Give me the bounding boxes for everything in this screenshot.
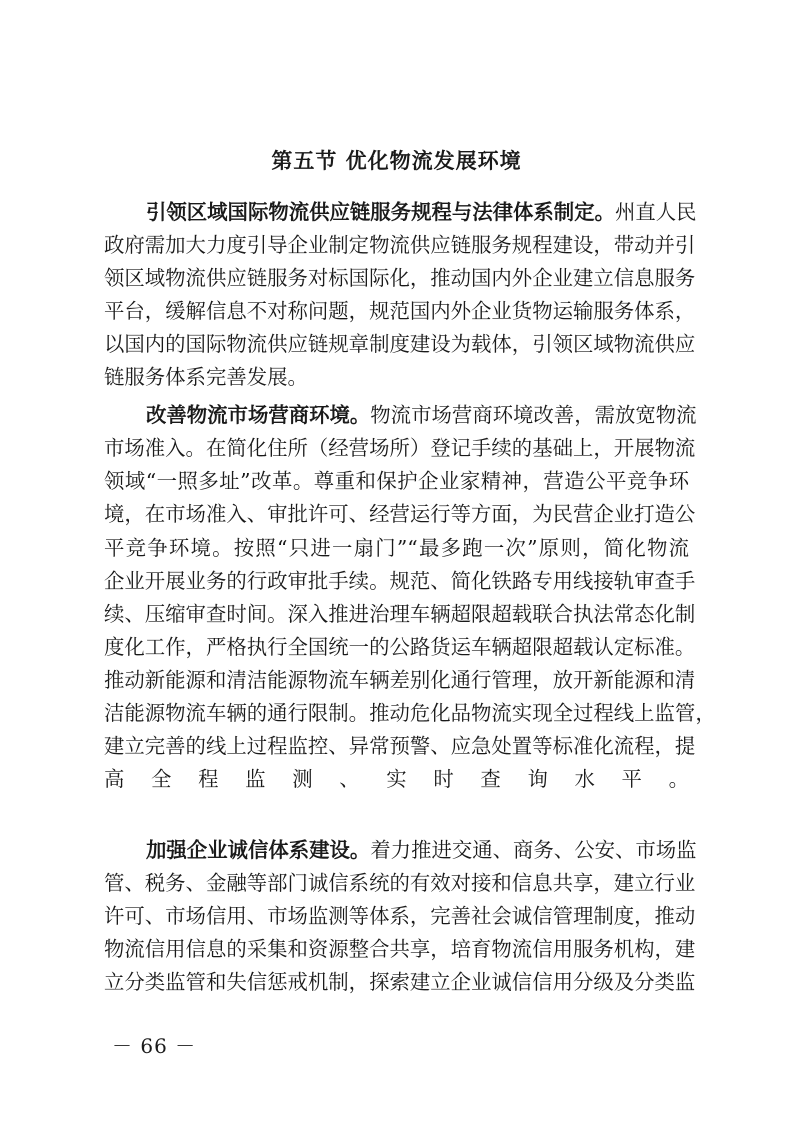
paragraph-3-line-2: 管、税务、金融等部门诚信系统的有效对接和信息共享，建立行业 (104, 871, 696, 895)
paragraph-1-line-2: 政府需加大力度引导企业制定物流供应链服务规程建设，带动并引 (104, 233, 696, 257)
paragraph-1-text: 州直人民 (614, 200, 697, 224)
paragraph-2-line-9: 推动新能源和清洁能源物流车辆差别化通行管理，放开新能源和清 (104, 668, 696, 692)
paragraph-1-line-3: 领区域物流供应链服务对标国际化，推动国内外企业建立信息服务 (104, 266, 696, 290)
paragraph-2-line-11: 建立完善的线上过程监控、异常预警、应急处置等标准化流程，提 (104, 734, 696, 758)
paragraph-3-line-5: 立分类监管和失信惩戒机制，探索建立企业诚信信用分级及分类监 (104, 970, 696, 994)
paragraph-3-text: 着力推进交通、商务、公安、市场监 (370, 838, 697, 862)
page-number: － 66 － (112, 1034, 197, 1058)
paragraph-2-line-12: 高全程监测、实时查询水平。 (104, 767, 689, 791)
section-heading: 第五节 优化物流发展环境 (271, 149, 522, 173)
paragraph-2-line-4: 境，在市场准入、审批许可、经营运行等方面，为民营企业打造公 (104, 502, 696, 526)
paragraph-2-line-7: 续、压缩审查时间。深入推进治理车辆超限超载联合执法常态化制 (104, 602, 696, 626)
paragraph-3-line-1 (146, 834, 697, 866)
paragraph-2-line-1 (146, 399, 697, 431)
paragraph-1-line-1 (146, 196, 697, 228)
paragraph-2-line-6: 企业开展业务的行政审批手续。规范、简化铁路专用线接轨审查手 (104, 569, 696, 593)
paragraph-1-line-4: 平台，缓解信息不对称问题，规范国内外企业货物运输服务体系， (104, 299, 696, 323)
paragraph-2-line-10: 洁能源物流车辆的通行限制。推动危化品物流实现全过程线上监管， (104, 701, 716, 725)
paragraph-2-line-3: 领域“一照多址”改革。尊重和保护企业家精神，营造公平竞争环 (104, 469, 689, 493)
paragraph-2-line-5: 平竞争环境。按照“只进一扇门”“最多跑一次”原则，简化物流 (104, 536, 689, 560)
paragraph-2-line-13 (104, 796, 689, 828)
paragraph-3-line-3: 许可、市场信用、市场监测等体系，完善社会诚信管理制度，推动 (104, 904, 696, 928)
paragraph-3-lead: 加强企业诚信体系建设。 (146, 838, 371, 862)
paragraph-2-line-2: 市场准入。在简化住所（经营场所）登记手续的基础上，开展物流 (104, 436, 696, 460)
paragraph-1-lead: 引领区域国际物流供应链服务规程与法律体系制定。 (146, 200, 615, 224)
paragraph-2-line-8: 度化工作，严格执行全国统一的公路货运车辆超限超载认定标准。 (104, 635, 696, 659)
paragraph-1-line-6: 链服务体系完善发展。 (104, 365, 308, 389)
paragraph-3-line-4: 物流信用信息的采集和资源整合共享，培育物流信用服务机构，建 (104, 937, 696, 961)
paragraph-2-lead: 改善物流市场营商环境。 (146, 403, 371, 427)
paragraph-1-line-5: 以国内的国际物流供应链规章制度建设为载体，引领区域物流供应 (104, 332, 696, 356)
paragraph-2-text: 物流市场营商环境改善，需放宽物流 (370, 403, 697, 427)
